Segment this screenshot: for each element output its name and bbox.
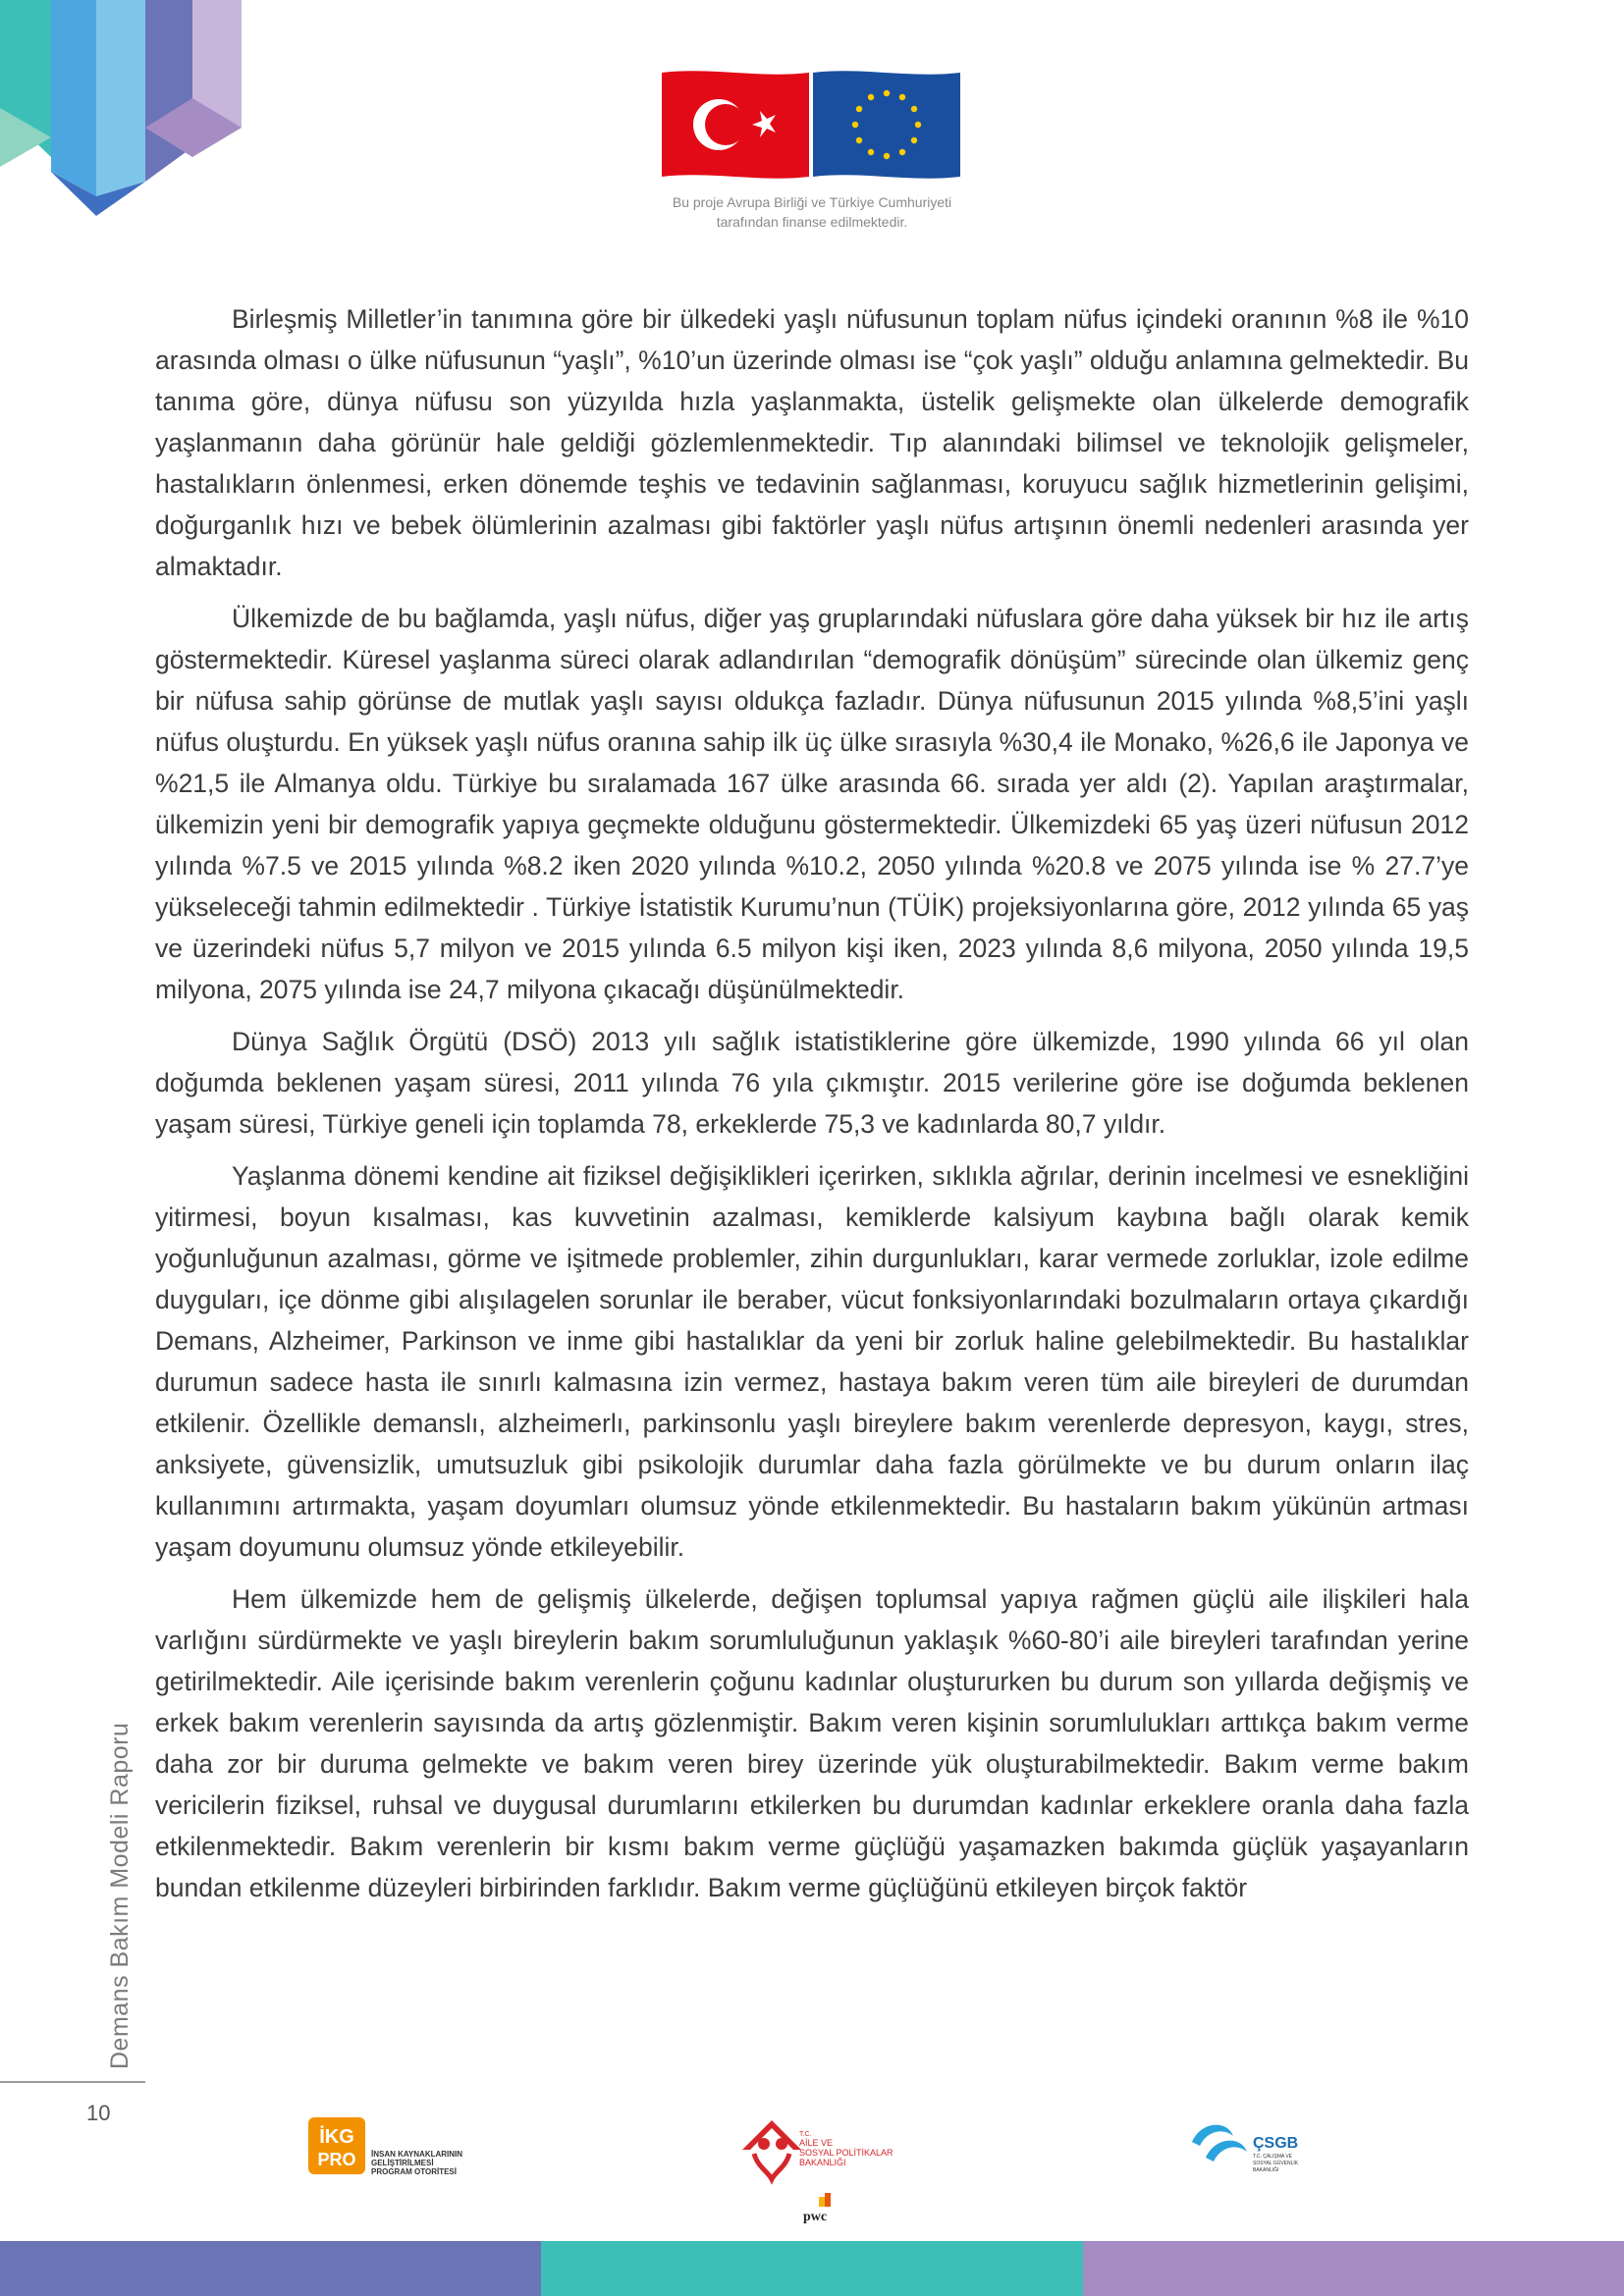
bar-segment-left xyxy=(0,2241,541,2296)
paragraph-3: Dünya Sağlık Örgütü (DSÖ) 2013 yılı sağlık istatistiklerine göre ülkemizde, 1990 yılında 66 yıl olan doğumda beklenen yaşam süresi, 2011 yılında 76 yıla çıkmıştır. 2015 verilerine göre ise doğumda beklenen yaşam süresi, Türkiye geneli için toplamda 78, erkeklerde 75,3 ve kadınlarda 80,7 yıldır. xyxy=(155,1027,1469,1139)
body-text xyxy=(155,298,1469,1919)
paragraph-1: Birleşmiş Milletler’in tanımına göre bir ülkedeki yaşlı nüfusunun toplam nüfus içindeki oranının %8 ile %10 arasında olması o ülke nüfusunun “yaşlı”, %10’un üzerinde olması ise “çok yaşlı” olduğu anlamına gelmektedir. Bu tanıma göre, dünya nüfusu son yüzyılda hızla yaşlanmakta, üstelik gelişmekte olan ülkelerde demografik yaşlanmanın daha görünür hale geldiği gözlemlenmektedir. Tıp alanındaki bilimsel ve teknolojik gelişmeler, hastalıkların önlenmesi, erken dönemde teşhis ve tedavinin sağlanması, koruyucu sağlık hizmetlerinin gelişimi, doğurganlık hızı ve bebek ölümlerinin azalması gibi faktörler yaşlı nüfus artışının önemli nedenleri arasında yer almaktadır. xyxy=(155,304,1469,581)
csgb-text: ÇSGB xyxy=(1253,2135,1299,2152)
funding-statement xyxy=(589,192,1035,232)
csgb-logo xyxy=(1188,2112,1326,2175)
pro-logo-text: PRO xyxy=(317,2150,356,2169)
paragraph-2: Ülkemizde de bu bağlamda, yaşlı nüfus, diğer yaş gruplarındaki nüfuslara göre daha yüksek bir hız ile artış göstermektedir. Küresel yaşlanma süreci olarak adlandırılan “demografik dönüşüm” sürecinde olan ülkemiz genç bir nüfusa sahip görünse de mutlak yaşlı sayısı oldukça fazladır. Dünya nüfusunun 2015 yılında %8,5’ini yaşlı nüfus oluşturdu. En yüksek yaşlı nüfus oranına sahip ilk üç ülke sırasıyla %30,4 ile Monako, %26,6 ile Japonya ve %21,5 ile Almanya oldu. Türkiye bu sıralamada 167 ülke arasında 66. sırada yer aldı (2). Yapılan araştırmalar, ülkemizin yeni bir demografik yapıya geçmekte olduğunu göstermektedir. Ülkemizdeki 65 yaş üzeri nüfusun 2012 yılında %7.5 ve 2015 yılında %8.2 iken 2020 yılında %10.2, 2050 yılında %20.8 ve 2075 yılında ise % 27.7’ye yükseleceği tahmin edilmektedir . Türkiye İstatistik Kurumu’nun (TÜİK) projeksiyonlarına göre, 2012 yılında 65 yaş ve üzerindeki nüfus 5,7 milyon ve 2015 yılında 6.5 milyon kişi iken, 2023 yılında 8,6 milyona, 2050 yılında 19,5 milyona, 2075 yılında ise 24,7 milyona çıkacağı düşünülmektedir. xyxy=(155,604,1469,1004)
bar-segment-middle xyxy=(541,2241,1082,2296)
ikg-pro-logo xyxy=(308,2115,481,2180)
aile-caption-2: AİLE VE xyxy=(799,2138,834,2148)
aile-caption-4: BAKANLIĞI xyxy=(799,2158,846,2167)
pwc-logo: pwc xyxy=(803,2210,828,2224)
ikg-caption-2: GELİŞTİRİLMESİ xyxy=(371,2159,434,2167)
csgb-caption-3: BAKANLIĞI xyxy=(1253,2167,1279,2173)
corner-decoration xyxy=(0,0,245,236)
aile-caption-3: SOSYAL POLİTİKALAR xyxy=(799,2148,893,2158)
ikg-caption-3: PROGRAM OTORİTESİ xyxy=(371,2167,457,2176)
ikg-logo-text: İKG xyxy=(319,2126,354,2148)
csgb-caption-1: T.C. ÇALIŞMA VE xyxy=(1253,2154,1293,2160)
paragraph-5: Hem ülkemizde hem de gelişmiş ülkelerde, değişen toplumsal yapıya rağmen güçlü aile ilişkileri hala varlığını sürdürmekte ve yaşlı bireylerin bakım sorumluluğunun yaklaşık %60-80’i aile bireyleri tarafından yerine getirilmektedir. Aile içerisinde bakım verenlerin çoğunu kadınlar oluştururken bu durum son yıllarda değişmiş ve erkek bakım verenlerin sayısında da artış gözlenmiştir. Bakım veren kişinin sorumlulukları arttıkça bakım verme daha zor bir duruma gelmekte ve bakım veren birey üzerinde yük oluşturabilmektedir. Bakım verme bakım vericilerin fiziksel, ruhsal ve duygusal durumlarını etkilerken bu durumdan kadınlar erkeklere oranla daha fazla etkilenmektedir. Bakım verenlerin bir kısmı bakım verme güçlüğü yaşamazken bakımda güçlük yaşayanların bundan etkilenme düzeyleri birbirinden farklıdır. Bakım verme güçlüğünü etkileyen birçok faktör xyxy=(155,1584,1469,1902)
sidebar-divider xyxy=(0,2081,145,2083)
aile-caption-1: T.C. xyxy=(799,2131,812,2138)
funding-line-1: Bu proje Avrupa Birliği ve Türkiye Cumhuriyeti xyxy=(672,194,952,210)
report-title-vertical: Demans Bakım Modeli Raporu xyxy=(106,1722,134,2069)
turkey-eu-flags xyxy=(662,67,962,183)
bar-segment-right xyxy=(1083,2241,1624,2296)
csgb-caption-2: SOSYAL GÜVENLİK xyxy=(1253,2161,1299,2166)
page-number: 10 xyxy=(86,2101,111,2125)
bottom-color-bar xyxy=(0,2241,1624,2296)
paragraph-4: Yaşlanma dönemi kendine ait fiziksel değişiklikleri içerirken, sıklıkla ağrılar, derinin incelmesi ve esnekliğini yitirmesi, boyun kısalması, kas kuvvetinin azalması, kemiklerde kalsiyum kaybına bağlı olarak kemik yoğunluğunun azalması, görme ve işitmede problemler, zihin durgunlukları, karar vermede zorluklar, izole edilme duyguları, içe dönme gibi alışılagelen sorunlar ile beraber, vücut fonksiyonlarındaki bozulmaların ortaya çıkardığı Demans, Alzheimer, Parkinson ve inme gibi hastalıklar da yeni bir zorluk haline gelebilmektedir. Bu hastalıklar durumun sadece hasta ile sınırlı kalmasına izin vermez, hastaya bakım veren tüm aile bireyleri de durumdan etkilenir. Özellikle demanslı, alzheimerlı, parkinsonlu yaşlı bireylere bakım verenlerde depresyon, kaygı, stres, anksiyete, güvensizlik, umutsuzluk gibi psikolojik durumlar daha fazla görülmekte ve bu durum onların ilaç kullanımını artırmakta, yaşam doyumları olumsuz yönde etkilenmektedir. Bu hastaların bakım yükünün artması yaşam doyumunu olumsuz yönde etkileyebilir. xyxy=(155,1161,1469,1562)
funding-line-2: tarafından finanse edilmektedir. xyxy=(716,214,908,230)
aile-sosyal-politikalar-logo xyxy=(734,2110,901,2228)
ikg-caption-1: İNSAN KAYNAKLARININ xyxy=(371,2150,463,2159)
